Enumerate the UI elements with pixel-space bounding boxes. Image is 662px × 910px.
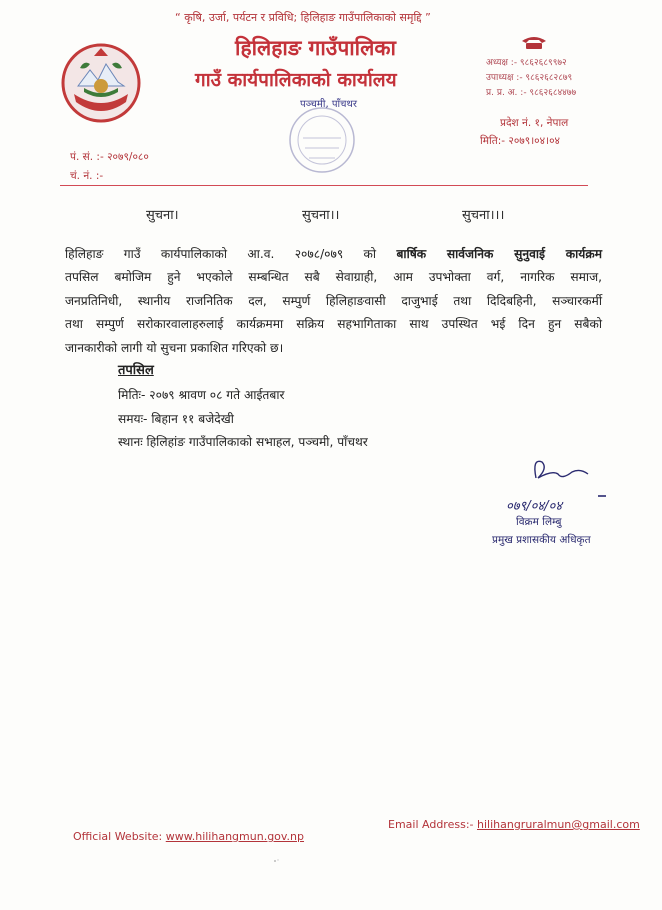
- paper-speck: [272, 858, 280, 864]
- notice-heading-3: सुचना।।।: [462, 208, 505, 223]
- office-name: गाउँ कार्यपालिकाको कार्यालय: [195, 69, 397, 91]
- website-label: Official Website:: [73, 830, 163, 843]
- body-line-intro: हिलिहाङ गाउँ कार्यपालिकाको आ.व. २०७८/०७९ को: [65, 247, 397, 261]
- body-line: [65, 243, 602, 266]
- motto: “ कृषि, उर्जा, पर्यटन र प्रविधि; हिलिहाङ गाउँपालिकाको समृद्दि ”: [175, 11, 431, 24]
- notice-heading-1: सुचना।: [146, 208, 179, 223]
- detail-time: समयः- बिहान ११ बजेदेखी: [118, 412, 234, 426]
- letter-number: पं. सं. :- २०७९/०८०: [70, 151, 149, 163]
- notice-heading-2: सुचना।।: [302, 208, 340, 223]
- contact-chair: अध्यक्ष :- ९८६२६८९९७२: [486, 58, 567, 68]
- website-link[interactable]: www.hilihangmun.gov.np: [165, 830, 305, 843]
- email-link[interactable]: hilihangruralmun@gmail.com: [477, 818, 640, 831]
- body-line: जनप्रतिनिधी, स्थानीय राजनितिक दल, सम्पुर्ण हिलिहाङवासी दाजुभाई तथा दिदिबहिनी, सञ्चारकर्मी: [65, 293, 602, 308]
- footer-website: [73, 830, 304, 843]
- program-name: बार्षिक सार्वजनिक सुनुवाई कार्यक्रम: [396, 247, 602, 261]
- handwritten-date: ०७९/०४/०४: [506, 499, 563, 514]
- details-heading: तपसिल: [118, 363, 154, 378]
- nepal-emblem-logo: [60, 42, 142, 124]
- body-line: तपसिल बमोजिम हुने भएकोले सम्बन्धित सबै सेवाग्राही, आम उपभोक्ता वर्ग, नागरिक समाज,: [65, 270, 602, 285]
- body-line: जानकारीको लागी यो सुचना प्रकाशित गरिएको छ।: [65, 340, 284, 355]
- stamp-location: पञ्चमी, पाँचथर: [300, 99, 357, 110]
- contact-numbers: [486, 56, 576, 101]
- signatory-name: विक्रम लिम्बु: [516, 516, 562, 528]
- email-label: Email Address:-: [388, 818, 474, 831]
- footer-email: [388, 818, 640, 831]
- detail-venue: स्थानः हिलिहांङ गाउँपालिकाको सभाहल, पञ्चमी, पाँचथर: [118, 435, 368, 449]
- detail-date: मितिः- २०७९ श्रावण ०८ गते आईतबार: [118, 388, 285, 402]
- telephone-icon: [520, 34, 548, 50]
- body-line: तथा सम्पुर्ण सरोकारवालाहरुलाई कार्यक्रममा सक्रिय सहभागिताका साथ उपस्थित भई दिन हुन सबैको: [65, 317, 602, 332]
- contact-vice-chair: उपाध्यक्ष :- ९८६२६८२८७९: [486, 73, 573, 83]
- header-divider: [60, 185, 588, 186]
- letter-date: मिति:- २०७९।०४।०४: [480, 135, 561, 147]
- contact-cao: प्र. प्र. अ. :- ९८६२६८४४७७: [486, 88, 577, 98]
- notice-body: [65, 243, 602, 360]
- signatory-title: प्रमुख प्रशासकीय अधिकृत: [492, 534, 591, 546]
- dispatch-number: चं. नं. :-: [70, 170, 104, 182]
- org-name: हिलिहाङ गाउँपालिका: [235, 36, 396, 60]
- province: प्रदेश नं. १, नेपाल: [500, 117, 569, 129]
